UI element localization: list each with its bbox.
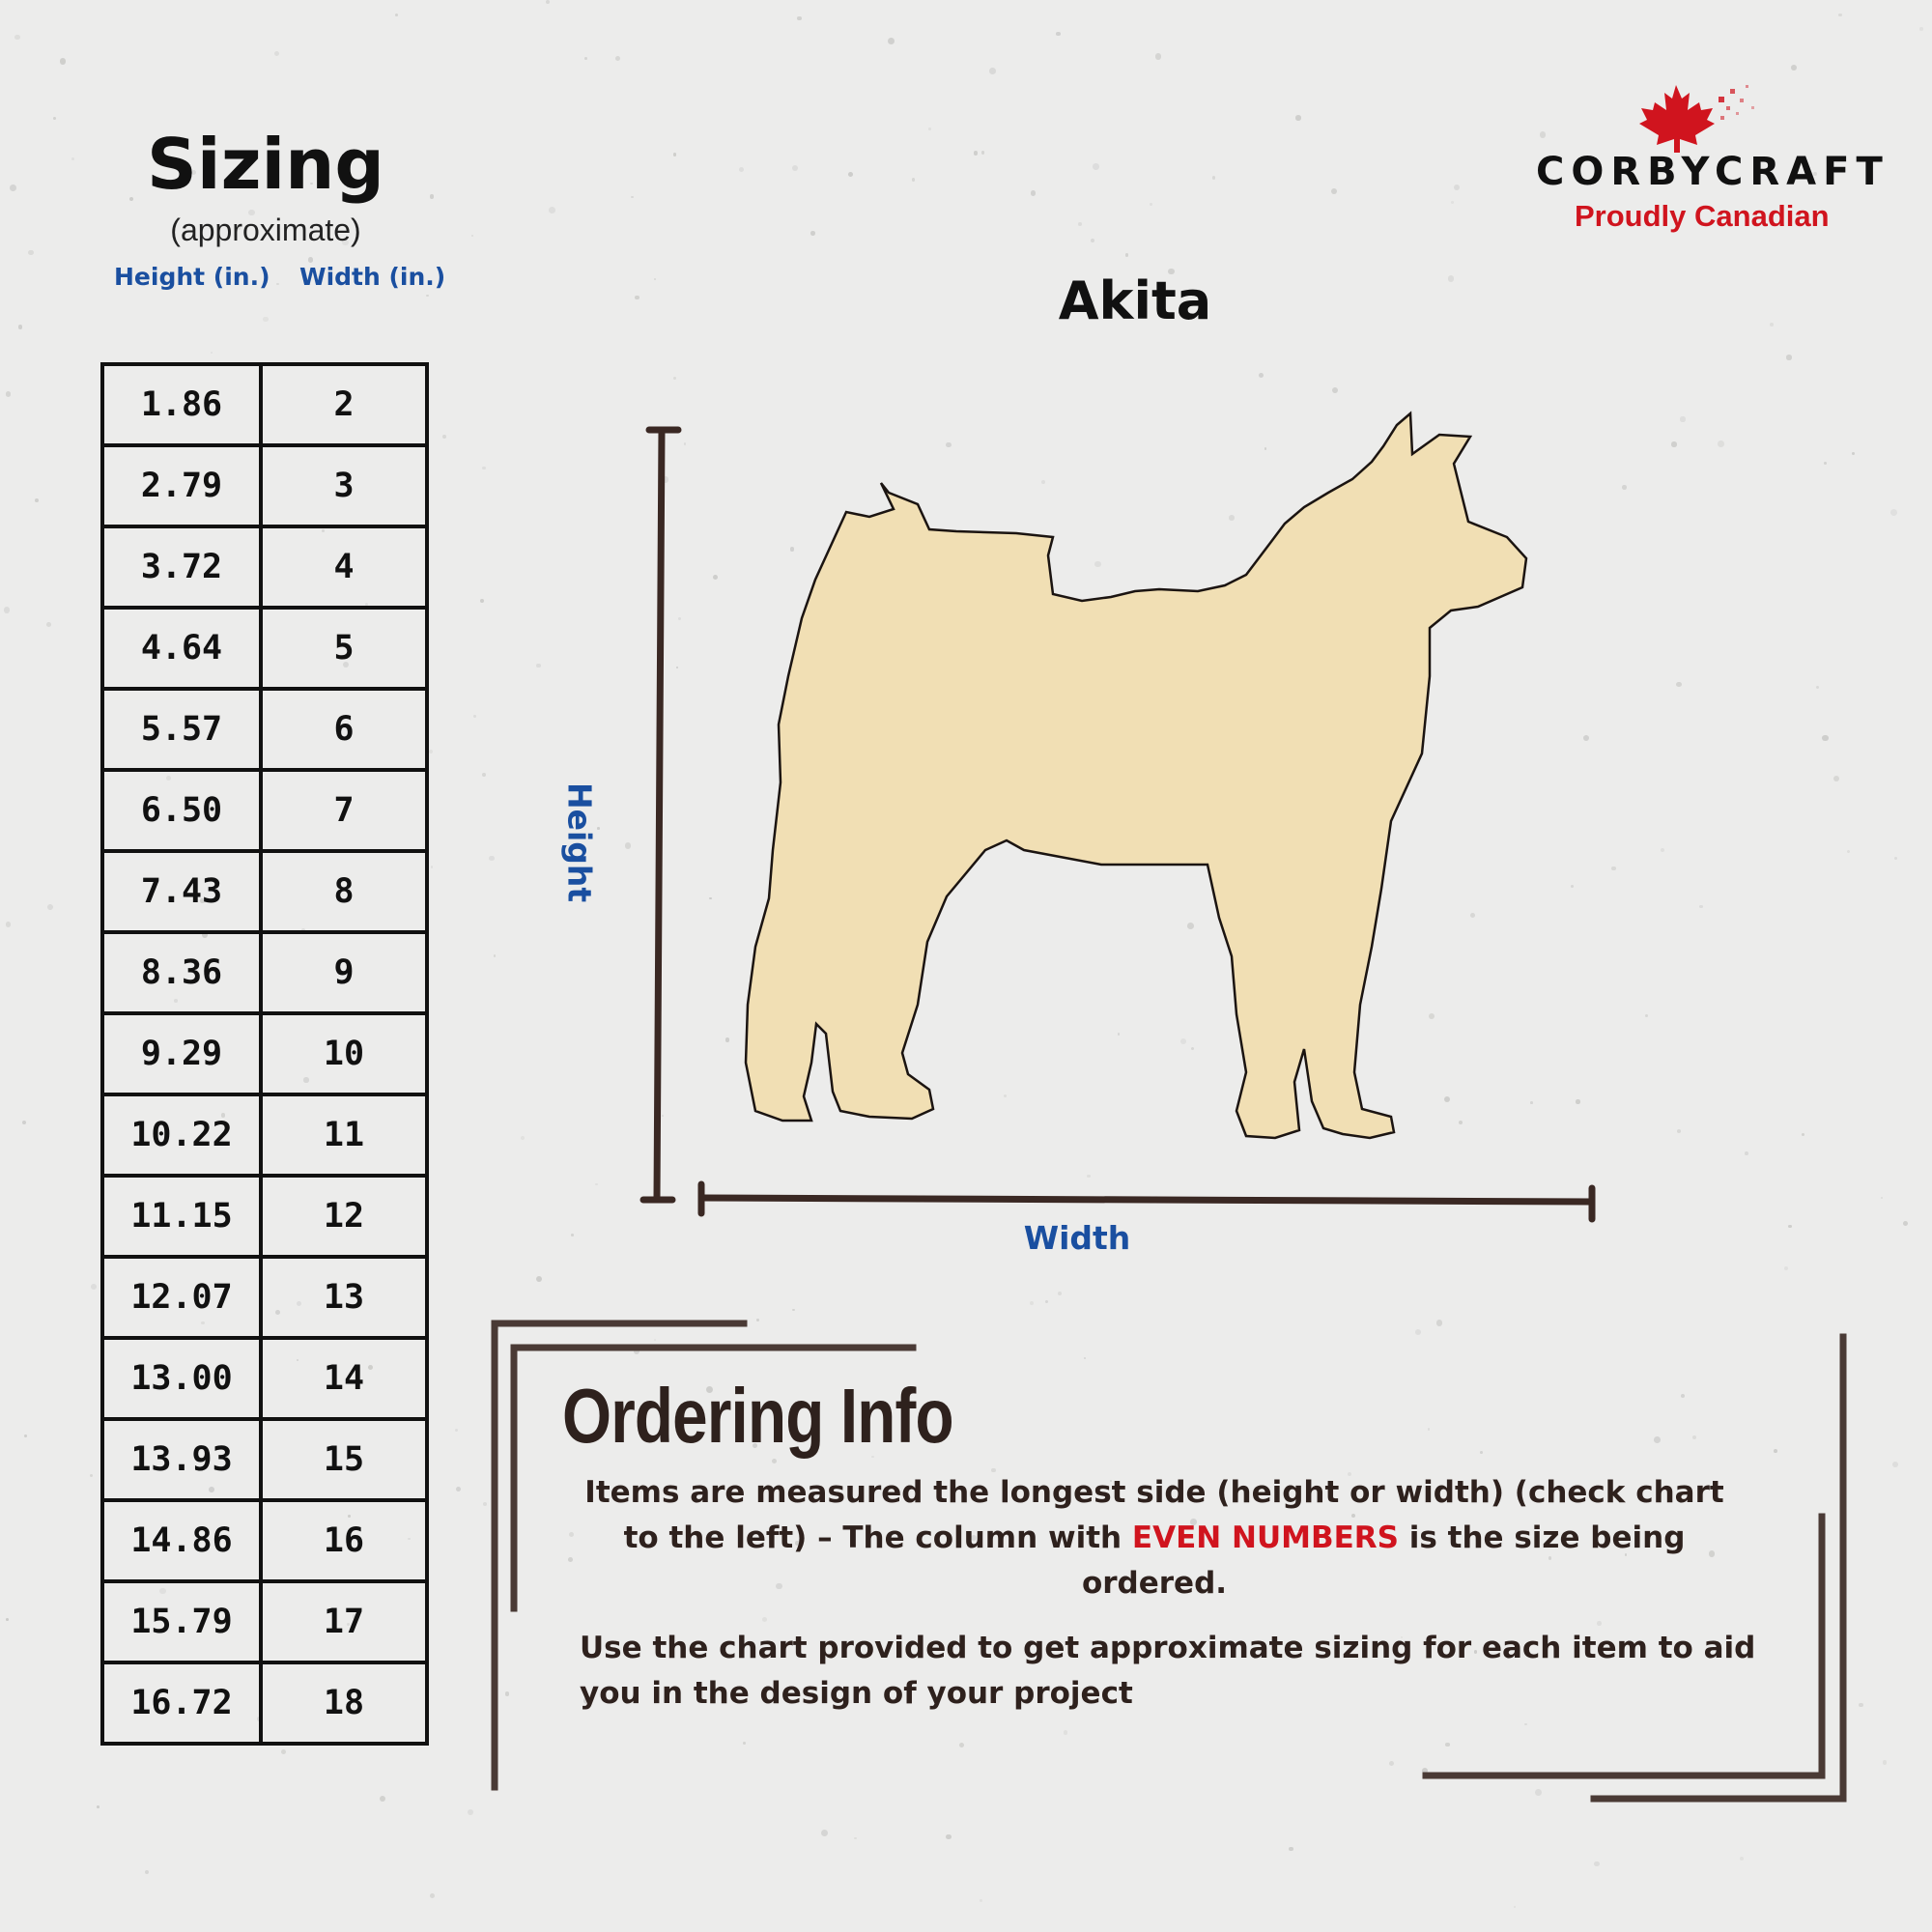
height-cell: 10.22 [102,1094,261,1176]
akita-silhouette [746,413,1526,1138]
height-cell: 14.86 [102,1500,261,1581]
height-cell: 13.93 [102,1419,261,1500]
height-cell: 15.79 [102,1581,261,1662]
width-cell: 5 [261,608,427,689]
width-cell: 18 [261,1662,427,1744]
height-cell: 13.00 [102,1338,261,1419]
ordering-p1-end: is the size being ordered. [1081,1520,1686,1601]
width-measure-line [701,1184,1592,1219]
ordering-paragraph-2: Use the chart provided to get approximate sizing for each item to aid you in the design of your project [580,1631,1756,1711]
height-label: Height [560,782,599,903]
height-cell: 12.07 [102,1257,261,1338]
brand-name: CORBYCRAFT [1536,150,1889,194]
product-title: Akita [1058,270,1212,331]
even-numbers-highlight: EVEN NUMBERS [1131,1520,1399,1555]
height-cell: 16.72 [102,1662,261,1744]
width-cell: 9 [261,932,427,1013]
ordering-paragraph-1 [570,1470,1739,1606]
width-cell: 2 [261,364,427,445]
ordering-title: Ordering Info [562,1373,953,1459]
height-cell: 8.36 [102,932,261,1013]
height-cell: 6.50 [102,770,261,851]
width-cell: 16 [261,1500,427,1581]
width-cell: 4 [261,526,427,608]
height-cell: 3.72 [102,526,261,608]
width-cell: 17 [261,1581,427,1662]
height-cell: 11.15 [102,1176,261,1257]
width-cell: 3 [261,445,427,526]
width-cell: 12 [261,1176,427,1257]
sizing-title: Sizing [147,124,384,205]
width-cell: 15 [261,1419,427,1500]
width-label: Width [1023,1219,1131,1257]
width-cell: 8 [261,851,427,932]
height-column-header: Height (in.) [114,263,270,291]
height-cell: 9.29 [102,1013,261,1094]
height-cell: 2.79 [102,445,261,526]
width-cell: 11 [261,1094,427,1176]
height-cell: 7.43 [102,851,261,932]
width-cell: 10 [261,1013,427,1094]
sizing-subtitle: (approximate) [170,213,361,247]
brand-tagline: Proudly Canadian [1575,199,1830,233]
ordering-p1-start: Items are measured the longest side (height or width) (check chart to the left) – The column with [584,1475,1724,1555]
width-cell: 6 [261,689,427,770]
height-cell: 1.86 [102,364,261,445]
width-cell: 13 [261,1257,427,1338]
height-cell: 5.57 [102,689,261,770]
height-measure-line [643,430,678,1200]
width-cell: 14 [261,1338,427,1419]
width-cell: 7 [261,770,427,851]
height-cell: 4.64 [102,608,261,689]
width-column-header: Width (in.) [299,263,446,291]
